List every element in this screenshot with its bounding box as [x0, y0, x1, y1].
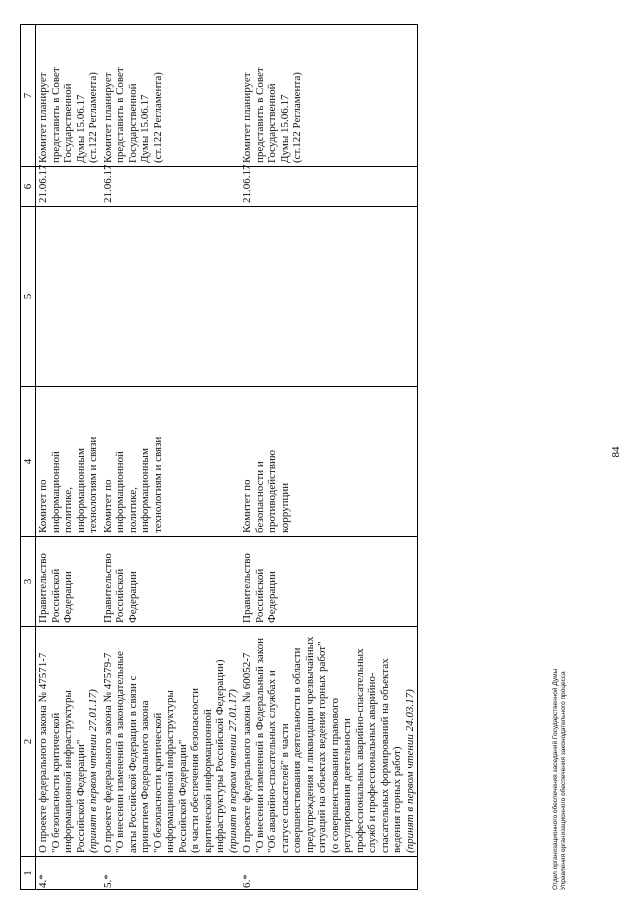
row-number: 6.*	[240, 857, 418, 890]
column-5-cell	[36, 207, 101, 387]
footer-line: Управления организационного обеспечения законодательного процесса	[560, 671, 567, 890]
bill-title: О проекте федерального закона № 60052-7 "О внесении изменений в Федеральный закон "Об аварийно-спасательных службах и статусе спасателей" в части совершенствования деятельности в области предупреждения и ликвидации чрезвычайных ситуаций на объектах ведения горных работ" (о совершенствовании правового регулирования деятельности профессиональных аварийно-спасательных служб и профессиональных аварийно- спасательных формирований на объектах ведения горных работ) (принят в первом чтении 24.03.17)	[240, 627, 418, 857]
column-header: 1	[21, 857, 36, 890]
reading-note: (принят в первом чтении 27.01.17)	[226, 689, 239, 853]
reading-note: (принят в первом чтении 27.01.17)	[87, 689, 99, 853]
page-footer	[552, 669, 568, 890]
column-header-row	[21, 25, 36, 890]
column-header: 7	[21, 25, 36, 167]
legislation-table	[20, 24, 418, 890]
page-number: 84	[610, 446, 622, 458]
date-cell: 21.06.17	[101, 167, 241, 207]
column-5-cell	[101, 207, 241, 387]
bill-title: О проекте федерального закона № 47579-7 "О внесении изменений в законодательные акты Российской Федерации в связи с принятием Федерального закона "О безопасности критической информационной инфраструктуры Российской Федерации" (в части обеспечения безопасности критической информационной инфраструктуры Российской Федерации) (принят в первом чтении 27.01.17)	[101, 627, 241, 857]
date-cell: 21.06.17	[240, 167, 418, 207]
footer-line: Отдел организационного обеспечения заседаний Государственной Думы	[552, 668, 559, 890]
initiator: Правительство Российской Федерации	[36, 537, 101, 627]
column-header: 2	[21, 627, 36, 857]
initiator: Правительство Российской Федерации	[101, 537, 241, 627]
responsible-committee: Комитет по информационной политике, информационным технологиям и связи	[101, 387, 241, 537]
reading-note: (принят в первом чтении 24.03.17)	[403, 689, 416, 853]
column-5-cell	[240, 207, 418, 387]
bill-title: О проекте федерального закона № 47571-7 "О безопасности критической информационной инфраструктуры Российской Федерации" (принят в первом чтении 27.01.17)	[36, 627, 101, 857]
table-row	[36, 25, 101, 890]
remark: Комитет планирует представить в Совет Государственной Думы 15.06.17 (ст.122 Регламента)	[240, 25, 418, 167]
responsible-committee: Комитет по информационной политике, информационным технологиям и связи	[36, 387, 101, 537]
column-header: 3	[21, 537, 36, 627]
rotated-page	[20, 25, 590, 890]
row-number: 4.*	[36, 857, 101, 890]
remark: Комитет планирует представить в Совет Государственной Думы 15.06.17 (ст.122 Регламента)	[36, 25, 101, 167]
initiator: Правительство Российской Федерации	[240, 537, 418, 627]
remark: Комитет планирует представить в Совет Государственной Думы 15.06.17 (ст.122 Регламента)	[101, 25, 241, 167]
row-number: 5.*	[101, 857, 241, 890]
responsible-committee: Комитет по безопасности и противодействию коррупции	[240, 387, 418, 537]
table-row	[101, 25, 241, 890]
table-row	[240, 25, 418, 890]
date-cell: 21.06.17	[36, 167, 101, 207]
column-header: 4	[21, 387, 36, 537]
column-header: 5	[21, 207, 36, 387]
column-header: 6	[21, 167, 36, 207]
